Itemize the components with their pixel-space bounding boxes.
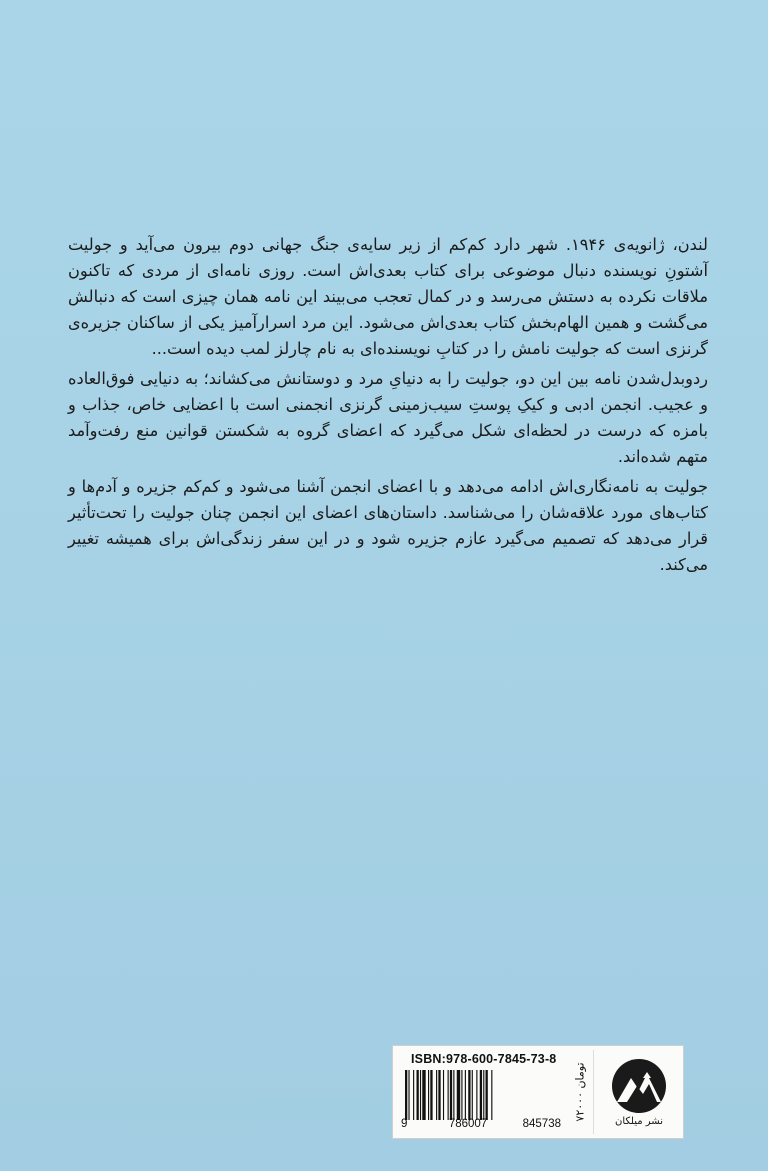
- barcode-digits: [401, 1118, 561, 1130]
- barcode-digit-first: 9: [401, 1118, 408, 1130]
- blurb-text: [68, 232, 708, 582]
- price-text: ۷۲۰۰۰ تومان: [573, 1062, 587, 1122]
- barcode-icon: [403, 1070, 555, 1120]
- barcode-divider: [593, 1050, 594, 1134]
- publisher-name: نشر میلکان: [615, 1116, 663, 1127]
- barcode-digits-left: 786007: [448, 1118, 488, 1130]
- mountain-logo-icon: [603, 1056, 675, 1116]
- blurb-paragraph-1: لندن، ژانویه‌ی ۱۹۴۶. شهر دارد کم‌کم از زیر سایه‌ی جنگ جهانی دوم بیرون می‌آید و جولیت آشتونِ نویسنده دنبال موضوعی برای کتاب بعدی‌اش است. روزی نامه‌ای از مردی که تاکنون ملاقات نکرده به دستش می‌رسد و در کمال تعجب می‌بیند این نامه همان چیزی است که دنبالش می‌گشت و همین الهام‌بخش کتاب بعدی‌اش می‌شود. این مرد اسرارآمیز یکی از ساکنان جزیره‌ی گرنزی است که جولیت نامش را در کتابِ نویسنده‌ای به نام چارلز لمب دیده است...: [68, 235, 708, 358]
- barcode-digits-right: 845738: [522, 1118, 561, 1130]
- barcode-panel: [392, 1045, 684, 1139]
- blurb-paragraph-3: جولیت به نامه‌نگاری‌اش ادامه می‌دهد و با اعضای انجمن آشنا می‌شود و کم‌کم جزیره و آدم‌ها و کتاب‌های مورد علاقه‌شان را می‌شناسد. داستان‌های اعضای این انجمن چنان جولیت را تحت‌تأثیر قرار می‌دهد که تصمیم می‌گیرد عازم جزیره شود و در این سفر زندگی‌اش برای همیشه تغییر می‌کند.: [68, 477, 708, 574]
- blurb-paragraph-2: ردوبدل‌شدن نامه بین این دو، جولیت را به دنیایِ مرد و دوستانش می‌کشاند؛ به دنیایی فوق‌العاده و عجیب. انجمن ادبی و کیکِ پوستِ سیب‌زمینی گرنزی انجمنی است با اعضایی خاص، جذاب و بامزه که درست در لحظه‌ای شکل می‌گیرد که اعضای گروه به شکستن قوانین منع رفت‌وآمد متهم شده‌اند.: [68, 369, 708, 466]
- price-label: [569, 1052, 591, 1132]
- isbn-label: ISBN:978-600-7845-73-8: [411, 1052, 557, 1066]
